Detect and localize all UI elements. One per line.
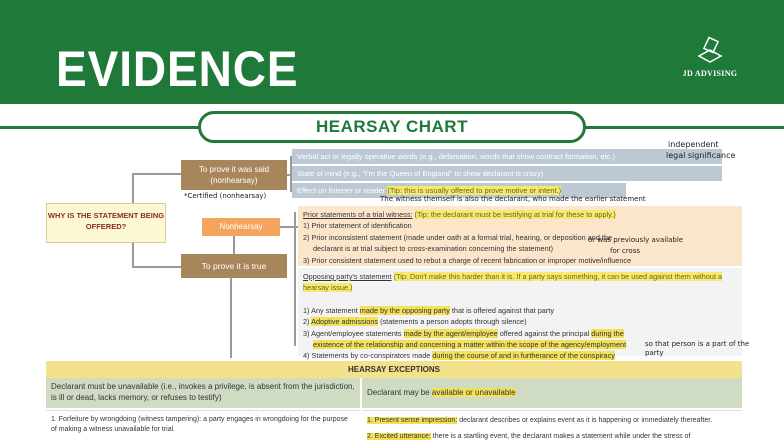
party-item-3 (303, 328, 737, 339)
connector (233, 236, 235, 254)
party-item-3-hl: made by the agent/employee (403, 328, 498, 338)
party-item-4-pre: 4) Statements by co-conspirators made (303, 351, 433, 361)
available-header (362, 378, 742, 408)
annotation-legal: legal significance (666, 151, 736, 160)
party-item-3-hl2: during the (591, 328, 624, 338)
present-sense-item (367, 415, 737, 426)
prior-item-1: 1) Prior statement of identification (303, 221, 412, 231)
annotation-certified: *Certified (nonhearsay) (184, 192, 267, 200)
available-header-pre: Declarant may be (367, 388, 432, 397)
connector (294, 212, 296, 346)
forfeiture-item: 1. Forfeiture by wrongdoing (witness tampering): a party engages in wrongdoing for the purpose of making a witness unavailable for trial. (46, 410, 360, 441)
party-item-2-num: 2) (303, 317, 312, 327)
nonhearsay-box: Nonhearsay (202, 218, 280, 236)
excited-utterance-item (367, 431, 737, 441)
party-item-3-pre: 3) Agent/employee statements (303, 328, 404, 338)
question-box: WHY IS THE STATEMENT BEING OFFERED? (46, 203, 166, 243)
logo (680, 36, 740, 96)
connector (230, 278, 232, 358)
prior-heading: Prior statements of a trial witness: (303, 210, 413, 219)
annotation-witness: The witness themself is also the declarant, who made the earlier statement (380, 195, 646, 203)
annotation-party: so that person is a part of the party (645, 340, 750, 357)
annotation-independent: independent (668, 140, 719, 149)
connector (132, 173, 134, 203)
party-heading: Opposing party's statement (303, 272, 392, 281)
state-of-mind-item: State of mind (e.g., "I'm the Queen of England" to show declarant is crazy) (292, 166, 722, 181)
annotation-cross: for cross (610, 247, 640, 255)
party-tip: (Tip: Don't make this harder than it is. If a party says something, it can be used against them without a hearsay issue.) (303, 272, 723, 293)
prove-said-box: To prove it was said (nonhearsay) (181, 160, 287, 190)
header-banner (0, 0, 784, 104)
page-title: EVIDENCE (56, 41, 299, 97)
connector (132, 266, 181, 268)
party-item-1-post: that is offered against that party (449, 305, 554, 315)
party-item-2-hl: Adoptive admissions (311, 317, 379, 327)
prior-tip: (Tip: the declarant must be testifying at trial for these to apply.) (414, 210, 616, 219)
present-sense-text: declarant describes or explains event as it is happening or immediately thereafter. (457, 417, 713, 424)
logo-text: JD ADVISING (682, 69, 738, 78)
prior-heading-line (303, 209, 737, 220)
connector (132, 173, 181, 175)
annotation-previously: or was previously available (588, 236, 684, 244)
available-items (362, 410, 742, 441)
party-item-2 (303, 316, 737, 327)
chart-title: HEARSAY CHART (198, 111, 586, 143)
present-sense-label: 1. Present sense impression: (367, 417, 458, 424)
excited-utterance-text: there is a startling event, the declarant makes a statement while under the stress of (430, 433, 691, 440)
party-item-1 (303, 305, 737, 316)
effect-text: Effect on listener or reader (297, 186, 386, 195)
effect-tip: (Tip: this is usually offered to prove motive or intent.) (387, 186, 562, 195)
party-item-3-mid: offered against the principal (497, 328, 592, 338)
gavel-book-icon (695, 36, 725, 66)
connector (132, 243, 134, 267)
party-heading-line (303, 271, 737, 294)
party-item-3b-hl: existence of the relationship and concerning a matter within the scope of the agency/employment (313, 340, 627, 350)
verbal-act-item: Verbal act or legally operative words (e.g., defamation, words that show contract formation, etc.) (292, 149, 722, 164)
available-header-hl: available or unavailable (431, 388, 516, 397)
exceptions-title: HEARSAY EXCEPTIONS (46, 361, 742, 378)
prior-item-3: 3) Prior consistent statement used to rebut a charge of recent fabrication or improper motive/influence (303, 255, 632, 265)
prior-item-2b: declarant is at trial subject to cross-examination concerning the statement) (313, 244, 554, 254)
party-item-2-post: (statements a person adopts through silence) (378, 317, 527, 327)
unavailable-header: Declarant must be unavailable (i.e., invokes a privilege, is absent from the jurisdiction, is ill or dead, lacks memory, or refuses to testify) (46, 378, 360, 408)
party-item-1-pre: 1) Any statement (303, 305, 360, 315)
prove-true-box: To prove it is true (181, 254, 287, 278)
excited-utterance-label: 2. Excited utterance: (367, 433, 431, 440)
party-item-1-hl: made by the opposing party (359, 305, 450, 315)
party-item-4-hl: during the course of and in furtherance of the conspiracy (432, 351, 615, 361)
prior-item-2a: 2) Prior inconsistent statement (made under oath at a formal trial, hearing, or deposition and the (303, 232, 613, 242)
